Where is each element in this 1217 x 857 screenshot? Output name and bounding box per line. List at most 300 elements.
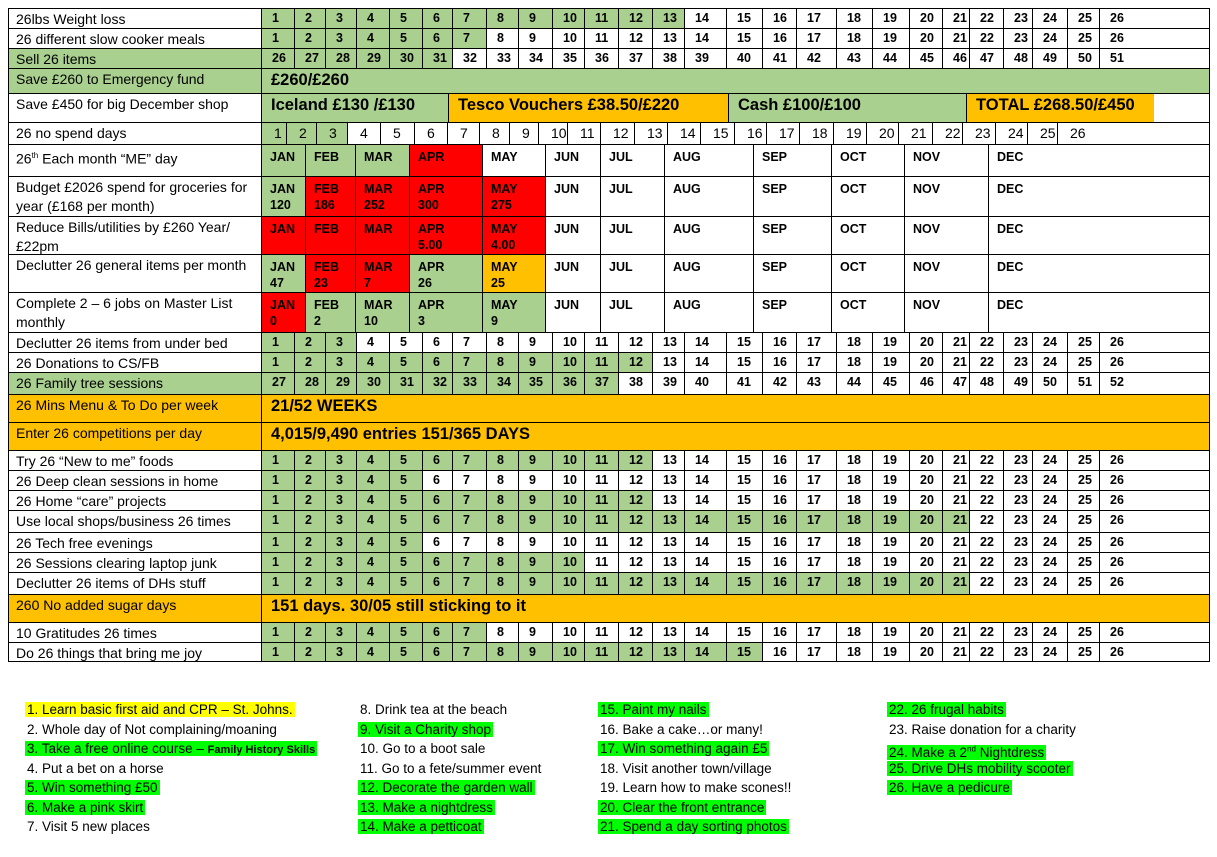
tally-cell: 14: [685, 553, 727, 572]
tally-cell: 12: [601, 123, 635, 144]
bucket-list-item: [887, 759, 1078, 779]
month-cell: [905, 293, 989, 332]
tally-cell: 23: [1004, 471, 1033, 490]
tally-cell: 21: [943, 643, 970, 661]
tally-cell: 26: [1110, 31, 1124, 45]
tally-cell: 18: [800, 123, 834, 144]
row-label: 26 Mins Menu & To Do per week: [9, 395, 262, 422]
bucket-list-item: [598, 817, 793, 837]
bucket-list-text: 2. Whole day of Not complaining/moaning: [27, 721, 277, 737]
bucket-list-text: 14. Make a petticoat: [360, 819, 482, 834]
tally-cell: 30: [390, 49, 423, 68]
tally-cell: 9: [519, 573, 553, 594]
tally-cell: 49: [1033, 49, 1068, 68]
tally-cell: 5: [381, 123, 415, 144]
tally-cell: 10: [539, 123, 568, 144]
tally-cell: 12: [619, 623, 653, 642]
tally-cell: 40: [685, 373, 727, 394]
bucket-list-text: 1. Learn basic first aid and CPR – St. Johns.: [27, 702, 293, 717]
tally-cell: 26: [1110, 625, 1124, 639]
month-cell: [832, 293, 905, 332]
tally-cell: 2: [295, 333, 326, 352]
tally-cell: 1: [262, 533, 295, 552]
tally-cell: 14: [685, 451, 727, 470]
month-name: APR: [418, 298, 445, 312]
tally-cell: 42: [797, 49, 837, 68]
row-label: 260 No added sugar days: [9, 595, 262, 622]
month-cell: [754, 217, 832, 254]
tally-cell: 7: [453, 451, 487, 470]
row-cells: [262, 451, 1209, 470]
tally-cell: 1: [262, 491, 295, 510]
tally-cell: 16: [763, 451, 797, 470]
tally-cell: 26: [1110, 335, 1124, 349]
month-cell: [989, 177, 1074, 216]
row-cells: [262, 49, 1209, 68]
tally-cell: 17: [797, 353, 837, 372]
tally-cell: 13: [635, 123, 668, 144]
month-cell: [665, 217, 754, 254]
tally-cell: 25: [1068, 553, 1100, 572]
table-row: [8, 254, 1210, 292]
table-row: [8, 470, 1210, 490]
tally-cell: 4: [357, 353, 390, 372]
month-name: JAN: [270, 222, 296, 236]
bucket-list-item: [887, 778, 1078, 798]
row-cells: [262, 643, 1209, 661]
tally-cell: 11: [585, 471, 619, 490]
bucket-list-text: 4. Put a bet on a horse: [27, 760, 164, 776]
month-name: JUL: [609, 150, 633, 164]
tally-cell: 14: [668, 123, 701, 144]
month-cell: [832, 217, 905, 254]
bucket-list-text: 24. Make a 2nd Nightdress: [889, 744, 1045, 760]
tally-cell: 15: [727, 9, 763, 28]
tally-cell: 42: [763, 373, 797, 394]
tally-cell: 7: [453, 353, 487, 372]
tally-cell: 46: [943, 49, 970, 68]
table-row: [8, 176, 1210, 216]
month-name: NOV: [913, 222, 941, 236]
tally-cell: 2: [295, 353, 326, 372]
tally-cell: 6: [423, 451, 453, 470]
tally-cell: 6: [423, 643, 453, 661]
row-label: Enter 26 competitions per day: [9, 423, 262, 450]
tally-cell: 25: [1068, 573, 1100, 594]
bucket-list-text: 25. Drive DHs mobility scooter: [889, 760, 1071, 776]
month-cell: [262, 177, 306, 216]
tally-cell: 4: [357, 623, 390, 642]
month-value: 3: [418, 314, 425, 328]
row-cells: [262, 333, 1209, 352]
month-cell: [306, 177, 356, 216]
month-value: 25: [491, 276, 505, 290]
tally-cell: 41: [727, 373, 763, 394]
month-name: MAY: [491, 260, 518, 274]
tally-cell: 23: [963, 123, 996, 144]
tally-cell: 11: [585, 623, 619, 642]
row-label: 26 different slow cooker meals: [9, 29, 262, 48]
row-label: 26 no spend days: [9, 123, 262, 144]
tally-cell: 4: [357, 511, 390, 532]
tally-cell: 5: [390, 451, 423, 470]
tally-cell: 21: [943, 623, 970, 642]
tally-cell: 8: [487, 29, 519, 48]
tally-cell: 38: [653, 49, 685, 68]
tally-cell: 20: [910, 573, 943, 594]
month-name: APR: [418, 260, 445, 274]
tally-cell: 26: [1110, 453, 1124, 467]
tally-cell: 21: [943, 491, 970, 510]
tally-cell: 16: [763, 643, 797, 661]
tally-cell: 51: [1110, 51, 1124, 65]
month-cell: [410, 293, 483, 332]
bucket-list-item: [25, 759, 317, 779]
bucket-list-item: [598, 798, 793, 818]
tally-cell: 12: [619, 511, 653, 532]
bucket-list-text: 22. 26 frugal habits: [889, 702, 1004, 717]
tally-cell: 13: [653, 533, 685, 552]
tally-cell: 21: [943, 553, 970, 572]
tally-cell: 25: [1068, 623, 1100, 642]
tally-cell: 2: [295, 573, 326, 594]
tally-cell: 2: [295, 451, 326, 470]
bucket-list-item: [25, 739, 317, 759]
bucket-list-text: 21. Spend a day sorting photos: [600, 819, 787, 834]
tally-cell: 45: [873, 373, 910, 394]
tally-cell: 1: [262, 451, 295, 470]
tally-cell: 12: [619, 553, 653, 572]
month-name: OCT: [840, 182, 867, 196]
banner-segment: 4,015/9,490 entries 151/365 DAYS: [262, 423, 1209, 450]
tally-cell: 1: [262, 553, 295, 572]
tally-cell: 16: [763, 553, 797, 572]
bucket-list-text: 13. Make a nightdress: [360, 799, 493, 815]
row-label: Reduce Bills/utilities by £260 Year/£22pm: [9, 217, 262, 254]
month-value: 300: [418, 198, 439, 212]
tally-cell: 17: [797, 9, 837, 28]
tally-cell: 2: [295, 643, 326, 661]
bucket-list-text: 11. Go to a fete/summer event: [360, 760, 542, 776]
tally-cell: 50: [1068, 49, 1100, 68]
tally-cell: 7: [453, 491, 487, 510]
tally-cell: 12: [619, 29, 653, 48]
row-cells: [262, 177, 1209, 216]
tally-cell: 23: [1004, 533, 1033, 552]
month-cell: [483, 293, 546, 332]
tally-cell: 24: [1033, 573, 1068, 594]
tally-cell: 12: [619, 333, 653, 352]
month-cell: [356, 177, 410, 216]
table-row: [8, 642, 1210, 662]
month-cell: [306, 255, 356, 292]
table-row: [8, 594, 1210, 622]
tally-cell: 14: [685, 643, 727, 661]
month-name: JUL: [609, 260, 633, 274]
tally-cell: 36: [585, 49, 619, 68]
tally-cell: 10: [553, 471, 585, 490]
tally-cell: 7: [453, 471, 487, 490]
table-row: [8, 8, 1210, 28]
tally-cell: 13: [653, 471, 685, 490]
month-name: SEP: [762, 222, 788, 236]
tally-cell: 14: [685, 29, 727, 48]
tally-cell: 17: [797, 451, 837, 470]
tally-cell: 14: [685, 623, 727, 642]
tally-cell: 3: [326, 553, 357, 572]
tally-cell: 15: [727, 533, 763, 552]
tally-cell: 7: [453, 9, 487, 28]
month-name: JUN: [554, 182, 580, 196]
row-cells: [262, 471, 1209, 490]
table-row: [8, 532, 1210, 552]
bucket-list-item: [598, 700, 793, 720]
tally-cell: 24: [1033, 491, 1068, 510]
month-cell: [356, 145, 410, 176]
tally-cell: 24: [1033, 333, 1068, 352]
row-cells: [262, 553, 1209, 572]
month-cell: [546, 177, 601, 216]
row-cells: [262, 491, 1209, 510]
tally-cell: 24: [1033, 451, 1068, 470]
tally-cell: 22: [970, 471, 1004, 490]
month-name: AUG: [673, 150, 701, 164]
tally-cell: 23: [1004, 511, 1033, 532]
tally-cell: 20: [910, 491, 943, 510]
month-cell: [410, 145, 483, 176]
month-name: JUN: [554, 222, 580, 236]
month-name: APR: [418, 150, 445, 164]
tally-cell: 20: [910, 333, 943, 352]
month-cell: [262, 145, 306, 176]
tally-cell: 3: [326, 353, 357, 372]
row-label: 26 Donations to CS/FB: [9, 353, 262, 372]
month-value: 0: [270, 314, 277, 328]
tally-cell: 4: [357, 333, 390, 352]
tally-cell: 8: [487, 491, 519, 510]
tally-cell: 5: [390, 333, 423, 352]
tally-cell: 30: [357, 373, 390, 394]
tally-cell: 17: [767, 123, 800, 144]
tally-cell: 23: [1004, 451, 1033, 470]
month-cell: [665, 255, 754, 292]
tally-cell: 24: [996, 123, 1028, 144]
month-name: MAR: [364, 298, 393, 312]
tally-cell: 8: [487, 451, 519, 470]
tally-cell: 8: [487, 333, 519, 352]
tally-cell: 15: [727, 553, 763, 572]
row-label: 26th Each month “ME” day: [9, 145, 262, 176]
tally-cell: 16: [763, 511, 797, 532]
tally-cell: 6: [423, 623, 453, 642]
month-name: OCT: [840, 150, 867, 164]
tally-cell: 16: [763, 623, 797, 642]
tally-cell: 25: [1068, 471, 1100, 490]
tally-cell: 24: [1033, 643, 1068, 661]
tally-cell: 5: [390, 29, 423, 48]
tally-cell: 25: [1068, 491, 1100, 510]
tally-cell: 16: [763, 333, 797, 352]
tally-cell: 33: [487, 49, 519, 68]
month-cell: [306, 293, 356, 332]
month-value: 7: [364, 276, 371, 290]
bucket-list-item: [887, 700, 1078, 720]
tally-cell: 51: [1068, 373, 1100, 394]
tally-cell: 26: [262, 49, 295, 68]
tally-cell: 17: [797, 333, 837, 352]
tally-cell: 4: [357, 9, 390, 28]
tally-cell: 16: [763, 533, 797, 552]
month-cell: [905, 255, 989, 292]
tally-cell: 15: [727, 643, 763, 661]
tally-cell: 26: [1110, 493, 1124, 507]
bucket-list-item: [25, 798, 317, 818]
bucket-list-text: 7. Visit 5 new places: [27, 819, 150, 834]
row-label: Declutter 26 items of DHs stuff: [9, 573, 262, 594]
tally-cell: 50: [1033, 373, 1068, 394]
tally-cell: 38: [619, 373, 653, 394]
tally-cell: 27: [262, 373, 295, 394]
tally-cell: 17: [797, 553, 837, 572]
row-label: Save £450 for big December shop: [9, 94, 262, 122]
month-cell: [546, 293, 601, 332]
tally-cell: 22: [970, 533, 1004, 552]
bucket-list-text: 17. Win something again £5: [600, 741, 768, 756]
month-name: DEC: [997, 150, 1024, 164]
tally-cell: 31: [390, 373, 423, 394]
row-cells: [262, 29, 1209, 48]
tally-cell: 13: [653, 29, 685, 48]
tally-cell: 22: [970, 29, 1004, 48]
tally-cell: 7: [453, 553, 487, 572]
tally-cell: 21: [943, 353, 970, 372]
month-cell: [754, 145, 832, 176]
bucket-list-text: 8. Drink tea at the beach: [360, 702, 508, 717]
bucket-list-column: [598, 700, 793, 837]
month-cell: [356, 255, 410, 292]
month-name: OCT: [840, 298, 867, 312]
bucket-list-item: [598, 739, 793, 759]
bucket-list-item: [358, 720, 543, 740]
tally-cell: 20: [910, 623, 943, 642]
tally-cell: 22: [970, 623, 1004, 642]
tally-cell: 9: [519, 623, 553, 642]
bucket-list-item: [887, 739, 1078, 759]
tally-cell: 18: [837, 623, 873, 642]
tally-cell: 24: [1033, 471, 1068, 490]
tally-cell: 47: [970, 49, 1004, 68]
tally-cell: 11: [585, 29, 619, 48]
tally-cell: 11: [585, 353, 619, 372]
tally-cell: 18: [837, 573, 873, 594]
tally-cell: 15: [727, 623, 763, 642]
tally-cell: 22: [970, 333, 1004, 352]
month-name: JUL: [609, 222, 633, 236]
bucket-list-item: [358, 817, 543, 837]
month-name: SEP: [762, 298, 788, 312]
tally-cell: 10: [553, 643, 585, 661]
tally-cell: 3: [326, 643, 357, 661]
month-cell: [754, 177, 832, 216]
tally-cell: 13: [653, 573, 685, 594]
tally-cell: 44: [873, 49, 910, 68]
month-value: 186: [314, 198, 335, 212]
tally-cell: 26: [1110, 473, 1124, 487]
month-value: 252: [364, 198, 385, 212]
tally-cell: 23: [1004, 573, 1033, 594]
tally-cell: 3: [326, 471, 357, 490]
row-cells: [262, 145, 1209, 176]
tally-cell: 22: [970, 553, 1004, 572]
bucket-list-text: 16. Bake a cake…or many!: [600, 721, 763, 737]
month-name: MAR: [364, 222, 393, 236]
month-name: AUG: [673, 298, 701, 312]
tally-cell: 26: [1110, 11, 1124, 25]
month-name: FEB: [314, 260, 339, 274]
month-name: MAY: [491, 150, 518, 164]
tally-cell: 12: [619, 491, 653, 510]
tally-cell: 23: [1004, 9, 1033, 28]
row-cells: [262, 533, 1209, 552]
tally-cell: 15: [727, 511, 763, 532]
tally-cell: 2: [295, 623, 326, 642]
tally-cell: 25: [1068, 333, 1100, 352]
month-cell: [601, 217, 665, 254]
bucket-list-extra: Family History Skills: [207, 744, 316, 756]
month-cell: [989, 255, 1074, 292]
tally-cell: 11: [585, 573, 619, 594]
tally-cell: 16: [735, 123, 767, 144]
month-name: JUN: [554, 260, 580, 274]
tally-cell: 17: [797, 471, 837, 490]
month-name: MAR: [364, 182, 393, 196]
tally-cell: 18: [837, 533, 873, 552]
tally-cell: 24: [1033, 533, 1068, 552]
month-name: MAY: [491, 222, 518, 236]
tally-cell: 13: [653, 511, 685, 532]
tally-cell: 21: [899, 123, 933, 144]
row-label: 26 Deep clean sessions in home: [9, 471, 262, 490]
month-value: 26: [418, 276, 432, 290]
tally-cell: 18: [837, 9, 873, 28]
month-cell: [262, 217, 306, 254]
table-row: [8, 394, 1210, 422]
tally-cell: 7: [453, 643, 487, 661]
tally-cell: 16: [763, 353, 797, 372]
tally-cell: 10: [553, 511, 585, 532]
tally-cell: 21: [943, 9, 970, 28]
row-label: Use local shops/business 26 times: [9, 511, 262, 532]
tally-cell: 10: [553, 623, 585, 642]
month-name: DEC: [997, 260, 1024, 274]
tally-cell: 3: [326, 533, 357, 552]
tally-cell: 6: [423, 9, 453, 28]
row-cells: [262, 395, 1209, 422]
tally-cell: 11: [585, 451, 619, 470]
row-cells: [262, 69, 1209, 93]
row-cells: [262, 293, 1209, 332]
tally-cell: 24: [1033, 29, 1068, 48]
tally-cell: 3: [317, 123, 348, 144]
tally-cell: 21: [943, 471, 970, 490]
month-cell: [754, 293, 832, 332]
banner-segment: 21/52 WEEKS: [262, 395, 1209, 422]
tally-cell: 25: [1068, 643, 1100, 661]
tally-cell: 32: [423, 373, 453, 394]
tally-cell: 21: [943, 29, 970, 48]
tally-cell: 5: [390, 643, 423, 661]
tally-cell: 23: [1004, 491, 1033, 510]
